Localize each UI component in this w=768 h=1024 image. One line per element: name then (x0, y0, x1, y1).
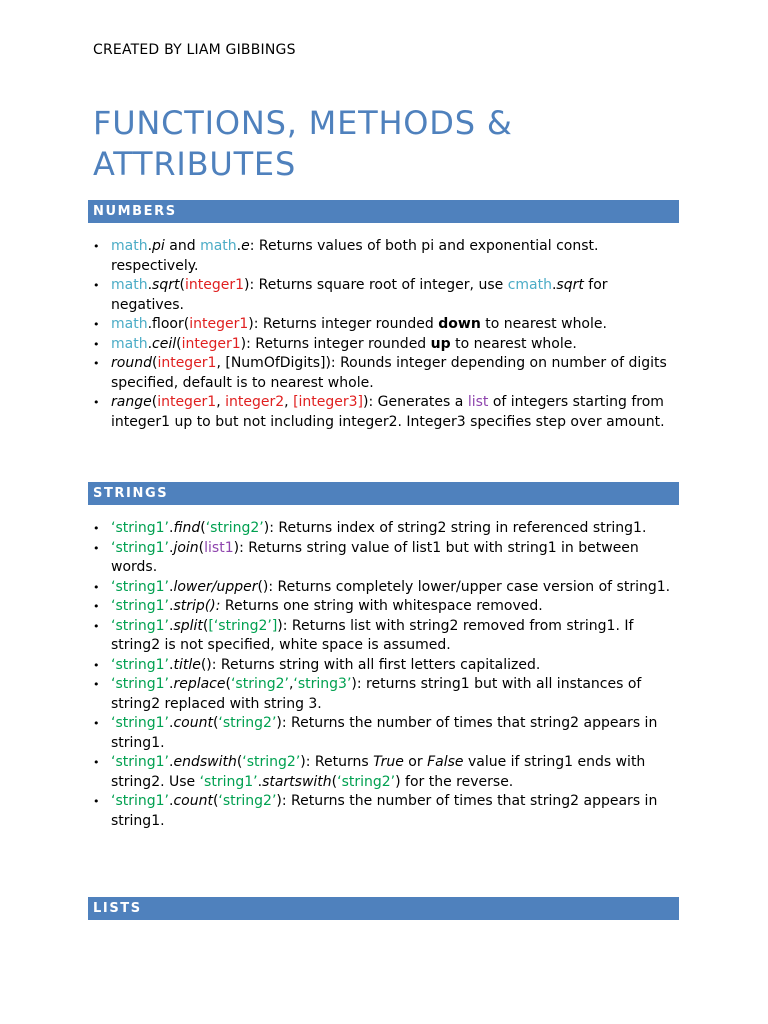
text-run: integer1 (157, 394, 217, 410)
bullet-icon: • (93, 580, 100, 594)
text-run: pi (152, 238, 165, 254)
bullet-icon: • (93, 337, 100, 351)
text-run: integer1 (157, 355, 217, 371)
text-run: endswith (173, 754, 237, 770)
text-run: . (169, 715, 174, 731)
bullet-icon: • (93, 658, 100, 672)
text-run: integer1 (181, 335, 241, 352)
text-run: ): Returns string value of list1 but with string1 in between words. (111, 539, 639, 575)
section-heading-lists: LISTS (88, 897, 679, 920)
text-run: ( (179, 277, 185, 293)
numbers-list-item (93, 237, 683, 276)
text-run: ): Returns square root of integer, use (243, 277, 508, 293)
bullet-icon: • (93, 600, 100, 613)
text-run: ‘string1’ (111, 617, 169, 634)
text-run: ( (198, 539, 205, 556)
text-run: count (173, 715, 213, 731)
text-run: ‘string1’ (111, 715, 169, 731)
text-run: [‘string2’] (208, 617, 278, 634)
text-run: : Returns values of both pi and exponential const. respectively. (111, 238, 599, 274)
text-run: ( (331, 773, 338, 790)
text-run: ‘string2’ (218, 793, 277, 809)
text-run: split (173, 617, 203, 634)
text-run: ‘string2’ (242, 754, 301, 770)
text-run: ): Returns integer rounded (248, 316, 439, 332)
text-run: or (403, 754, 428, 770)
text-run: ‘string1’ (111, 656, 169, 673)
text-run: [integer3] (293, 394, 364, 410)
text-run: ‘string3’ (293, 676, 352, 692)
strings-list-item (93, 792, 683, 831)
text-run: replace (173, 676, 226, 692)
text-run: ( (236, 754, 243, 770)
text-run: ( (225, 676, 231, 692)
text-run: . (147, 335, 153, 352)
strings-list-item (93, 519, 683, 539)
bullet-icon: • (93, 541, 100, 555)
numbers-list-item (93, 393, 683, 432)
text-run: ‘string1’ (111, 520, 169, 536)
text-run: ) for the reverse. (395, 773, 514, 790)
bullet-icon: • (93, 318, 100, 331)
text-run: lower/upper (173, 578, 258, 595)
text-run: count (173, 793, 213, 809)
text-run: up (430, 335, 451, 352)
text-run: to nearest whole. (480, 316, 607, 332)
text-run: integer1 (184, 277, 244, 293)
text-run: math (200, 238, 237, 254)
text-run: . (169, 578, 174, 595)
text-run: .floor( (147, 316, 190, 332)
bullet-icon: • (93, 795, 100, 808)
text-run: . (169, 617, 174, 634)
text-run: ( (212, 793, 219, 809)
text-run: cmath (507, 277, 552, 293)
text-run: ): Returns integer rounded (240, 335, 431, 352)
text-run: ‘string2’ (218, 715, 277, 731)
text-run: ‘string1’ (111, 676, 169, 692)
text-run: round (111, 355, 152, 371)
text-run: , (288, 676, 294, 692)
strings-list-item (93, 675, 683, 714)
text-run: math (111, 238, 148, 254)
title-line-1: FUNCTIONS, METHODS & (93, 104, 513, 142)
text-run: ): Returns the number of times that string2 appears in string1. (111, 793, 658, 829)
text-run: find (173, 520, 201, 536)
text-run: ( (202, 617, 209, 634)
text-run: down (438, 316, 481, 332)
text-run: . (551, 277, 557, 293)
text-run: ‘string2’ (230, 676, 289, 692)
bullet-icon: • (93, 240, 100, 253)
bullet-icon: • (93, 279, 100, 292)
text-run: . (169, 676, 174, 692)
text-run: . (169, 598, 174, 614)
text-run: . (257, 773, 263, 790)
text-run: . (169, 539, 174, 556)
bullet-icon: • (93, 619, 100, 633)
numbers-list-item (93, 276, 683, 315)
text-run: range (111, 394, 152, 410)
text-run: True (373, 754, 404, 770)
text-run: integer1 (189, 316, 249, 332)
strings-list-item (93, 753, 683, 792)
text-run: e (241, 238, 250, 254)
text-run: . (169, 793, 174, 809)
text-run: for negatives. (111, 277, 608, 313)
text-run: ( (151, 355, 158, 371)
text-run: math (111, 335, 148, 352)
text-run: strip(): (173, 598, 221, 614)
bullet-icon: • (93, 756, 100, 769)
text-run: list (467, 394, 489, 410)
text-run: ( (200, 520, 206, 536)
strings-list-item (93, 539, 683, 578)
section-heading-numbers: NUMBERS (88, 200, 679, 223)
text-run: ‘string1’ (111, 598, 169, 614)
text-run: ): Returns (300, 754, 374, 770)
text-run: ‘string1’ (111, 578, 169, 595)
text-run: . (147, 238, 153, 254)
text-run: ( (212, 715, 219, 731)
text-run: list1 (204, 539, 234, 556)
bullet-icon: • (93, 717, 100, 730)
text-run: join (173, 539, 199, 556)
section-heading-strings: STRINGS (88, 482, 679, 505)
text-run: , (216, 394, 226, 410)
text-run: . (236, 238, 242, 254)
text-run: ‘string1’ (111, 793, 169, 809)
strings-list-item (93, 617, 683, 656)
bullet-icon: • (93, 357, 100, 370)
bullet-icon: • (93, 678, 100, 691)
text-run: ): Returns the number of times that string2 appears in string1. (111, 715, 658, 751)
title-line-2: ATTRIBUTES (93, 145, 297, 183)
strings-list-item (93, 656, 683, 676)
text-run: ( (176, 335, 182, 352)
text-run: ): Returns list with string2 removed from string1. If string2 is not specified, white space is assumed. (111, 617, 634, 653)
text-run: (): Returns completely lower/upper case version of string1. (257, 578, 671, 595)
text-run: ‘string1’ (199, 773, 258, 790)
text-run: . (147, 277, 153, 293)
text-run: ‘string1’ (111, 539, 169, 556)
text-run: ): Returns index of string2 string in referenced string1. (263, 520, 647, 536)
text-run: ‘string2’ (205, 520, 264, 536)
strings-list-item (93, 714, 683, 753)
numbers-list-item (93, 315, 683, 335)
text-run: ): returns string1 but with all instances of string2 replaced with string 3. (111, 676, 642, 712)
text-run: sqrt (152, 277, 180, 293)
text-run: ‘string2’ (337, 773, 396, 790)
text-run: startswith (262, 773, 332, 790)
strings-list (93, 519, 683, 831)
text-run: ‘string1’ (111, 754, 169, 770)
text-run: , [NumOfDigits]): Rounds integer depending on number of digits specified, default is to nearest whole. (111, 355, 667, 391)
text-run: ( (151, 394, 158, 410)
numbers-list-item (93, 335, 683, 355)
text-run: Returns one string with whitespace removed. (220, 598, 543, 614)
text-run: False (427, 754, 464, 770)
text-run: ): Generates a (363, 394, 468, 410)
text-run: and (164, 238, 201, 254)
page-title (93, 103, 513, 185)
text-run: , (284, 394, 294, 410)
text-run: . (169, 520, 174, 536)
text-run: ceil (152, 335, 177, 352)
text-run: (): Returns string with all first letters capitalized. (200, 656, 541, 673)
author-header: CREATED BY LIAM GIBBINGS (93, 42, 296, 58)
text-run: math (111, 277, 148, 293)
text-run: of integers starting from integer1 up to but not including integer2. Integer3 specifies step over amount. (111, 394, 665, 430)
bullet-icon: • (93, 522, 100, 535)
text-run: title (173, 656, 201, 673)
bullet-icon: • (93, 396, 100, 409)
numbers-list-item (93, 354, 683, 393)
text-run: math (111, 316, 148, 332)
text-run: . (169, 656, 174, 673)
text-run: . (169, 754, 174, 770)
numbers-list (93, 237, 683, 432)
text-run: sqrt (556, 277, 584, 293)
strings-list-item (93, 597, 683, 617)
text-run: integer2 (225, 394, 285, 410)
strings-list-item (93, 578, 683, 598)
text-run: value if string1 ends with string2. Use (111, 754, 646, 790)
text-run: to nearest whole. (450, 335, 577, 352)
